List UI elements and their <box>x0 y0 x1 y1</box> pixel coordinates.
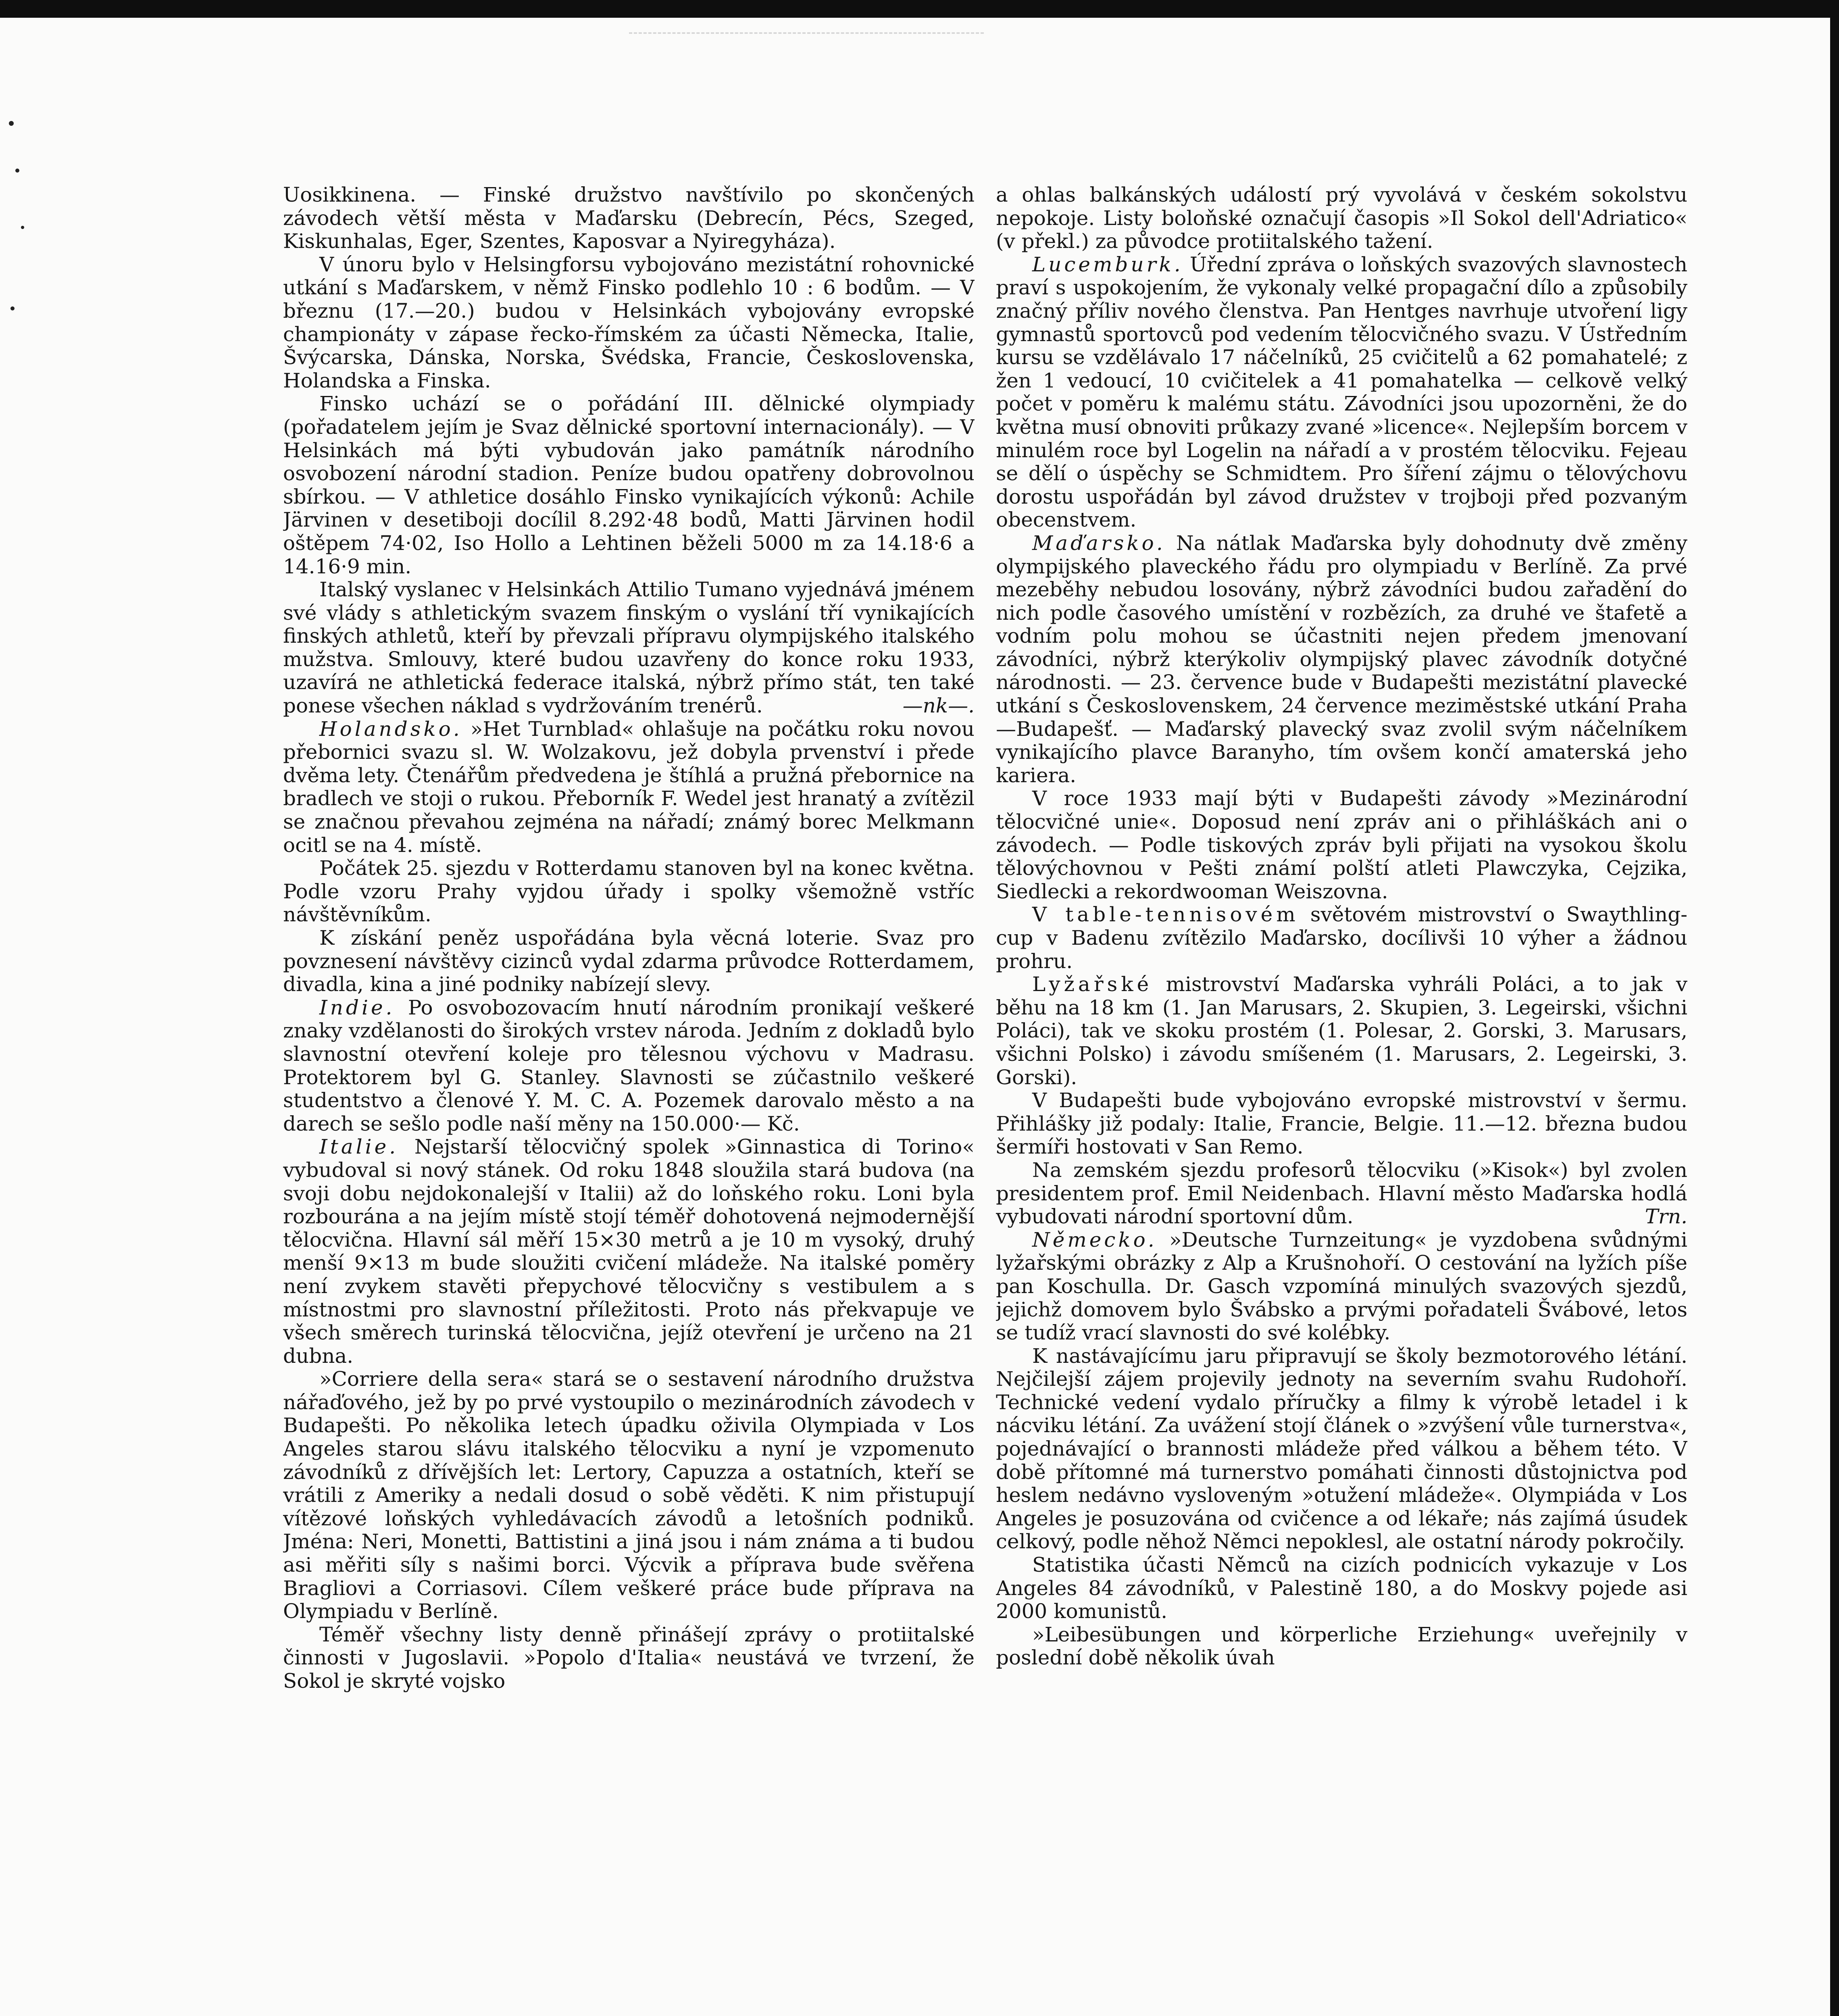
country-heading: Indie. <box>319 996 395 1019</box>
paragraph-text: a ohlas balkánských událostí prý vyvolává v českém sokolstvu nepokoje. Listy boloňské označují časopis »Il Sokol dell'Adriatico« (v překl.) za původce protiitalského tažení. <box>996 183 1687 253</box>
paragraph-text: Nejstarší tělocvičný spolek »Ginnastica di Torino« vybudoval si nový stánek. Od roku 1848 sloužila stará budova (na svoji dobu nejdokonalejší v Italii) až do loňského roku. Loni byla rozbourána a na jejím místě stojí téměř dohotovená nejmodernější tělocvična. Hlavní sál měří 15×30 metrů a je 10 m vysoký, druhý menší 9×13 m bude sloužiti cvičení mládeže. Na italské poměry není zvykem stavěti přepychové tělocvičny s vestibulem a s místnostmi pro slavnostní příležitosti. Proto nás překvapuje ve všech směrech turinská tělocvična, jejíž otevření je určeno na 21 dubna. <box>283 1135 975 1368</box>
emphasized-term: V table-tennisovém <box>1032 903 1299 927</box>
country-heading: Italie. <box>319 1135 399 1159</box>
paragraph-text: »Corriere della sera« stará se o sestavení národního družstva nářaďového, jež by po prvé vystoupilo o mezinárodních závodech v Budapešti. Po několika letech úpadku oživila Olympiada v Los Angeles starou slávu italského tělocviku a nyní je vzpomenuto závodníků z dřívějších let: Lertory, Capuzza a ostatních, kteří se vrátili z Ameriky a nedali dosud o sobě věděti. K nim přistupují vítězové loňských vyhledávacích závodů a letošních podniků. Jména: Neri, Monetti, Battistini a jiná jsou i nám známa a ti budou asi měřiti síly s našimi borci. Výcvik a příprava bude svěřena Bragliovi a Corriasovi. Cílem veškeré práce bude příprava na Olympiadu v Berlíně. <box>283 1367 975 1623</box>
article-paragraph <box>996 1229 1687 1345</box>
article-paragraph <box>996 183 1687 253</box>
article-paragraph <box>996 253 1687 532</box>
article-paragraph <box>996 973 1687 1089</box>
country-heading: Maďarsko. <box>1032 531 1166 555</box>
country-heading: Lucemburk. <box>1032 252 1183 276</box>
paragraph-text: »Leibesübungen und körperliche Erziehung« uveřejnily v poslední době několik úvah <box>996 1622 1687 1670</box>
article-paragraph <box>283 718 975 857</box>
article-paragraph <box>283 578 975 718</box>
paragraph-text: mistrovství Maďarska vyhráli Poláci, a to jak v běhu na 18 km (1. Jan Marusars, 2. Skupien, 3. Legeirski, všichni Poláci), tak ve skoku prostém (1. Polesar, 2. Gorski, 3. Marusars, všichni Polsko) i závodu smíšeném (1. Marusars, 2. Legeirski, 3. Gorski). <box>996 973 1687 1089</box>
article-paragraph <box>996 1089 1687 1159</box>
paragraph-text: Po osvobozovacím hnutí národním pronikají veškeré znaky vzdělanosti do širokých vrstev národa. Jedním z dokladů bylo slavnostní otevření koleje pro tělesnou výchovu v Madrasu. Protektorem byl G. Stanley. Slavnosti se zúčastnilo veškeré studentstvo a členové Y. M. C. A. Pozemek darovalo město a na darech se sešlo podle naší měny na 150.000·— Kč. <box>283 996 975 1135</box>
paragraph-text: Uosikkinena. — Finské družstvo navštívilo po skončených závodech větší města v Maďarsku (Debrecín, Pécs, Szeged, Kiskunhalas, Eger, Szentes, Kaposvar a Nyiregyháza). <box>283 183 975 253</box>
paragraph-text: »Het Turnblad« ohlašuje na počátku roku novou přebornici svazu sl. W. Wolzakovu, jež dobyla prvenství i přede dvěma lety. Čtenářům předvedena je štíhlá a pružná přebornice na bradlech ve stoji o rukou. Přeborník F. Wedel jest hranatý a zvítězil se značnou převahou zejména na nářadí; známý borec Melkmann ocitl se na 4. místě. <box>283 717 975 857</box>
scan-edge-marks <box>629 20 984 34</box>
paragraph-text: světovém mistrovství o Swaythling-cup v Badenu zvítězilo Maďarsko, docílivši 10 výher a žádnou prohru. <box>996 903 1687 973</box>
emphasized-term: Lyžařské <box>1032 973 1153 996</box>
article-paragraph <box>283 1135 975 1368</box>
paragraph-text: Téměř všechny listy denně přinášejí zprávy o protiitalské činnosti v Jugoslavii. »Popolo d'Italia« neustává ve tvrzení, že Sokol je skryté vojsko <box>283 1622 975 1693</box>
article-paragraph <box>283 392 975 578</box>
author-signature: Trn. <box>1645 1205 1687 1229</box>
article-paragraph <box>996 1159 1687 1229</box>
paragraph-text: K získání peněz uspořádána byla věcná loterie. Svaz pro povznesení návštěvy cizinců vydal zdarma průvodce Rotterdamem, divadla, kina a jiné podniky nabízejí slevy. <box>283 926 975 996</box>
left-text-column <box>283 183 975 2016</box>
paragraph-text: V roce 1933 mají býti v Budapešti závody »Mezinárodní tělocvičné unie«. Doposud není zpráv ani o přihláškách ani o závodech. — Podle tiskových zpráv byli přijati na vysokou školu tělovýchovnou v Pešti známí polští atleti Plawczyka, Cejzika, Siedlecki a rekordwooman Weiszovna. <box>996 787 1687 903</box>
article-paragraph <box>996 532 1687 787</box>
paragraph-text: Na zemském sjezdu profesorů tělocviku (»Kisok«) byl zvolen presidentem prof. Emil Neidenbach. Hlavní město Maďarska hodlá vybudovati národní sportovní dům. <box>996 1158 1687 1229</box>
article-paragraph <box>283 927 975 996</box>
paragraph-text: V únoru bylo v Helsingforsu vybojováno mezistátní rohovnické utkání s Maďarskem, v němž Finsko podlehlo 10 : 6 bodům. — V březnu (17.—20.) budou v Helsinkách vybojovány evropské championáty v zápase řecko-římském za účasti Německa, Italie, Švýcarska, Dánska, Norska, Švédska, Francie, Československa, Holandska a Finska. <box>283 252 975 392</box>
article-paragraph <box>996 903 1687 973</box>
right-text-column <box>996 183 1687 2016</box>
author-signature: —nk—. <box>902 694 975 718</box>
paragraph-text: Úřední zpráva o loňských svazových slavnostech praví s uspokojením, že vykonaly velké propagační dílo a způsobily značný příliv nového členstva. Pan Hentges navrhuje utvoření ligy gymnastů sportovců pod vedením tělocvičného svazu. V Ústředním kursu se vzdělávalo 17 náčelníků, 25 cvičitelů a 62 pomahatelé; z žen 1 vedoucí, 10 cvičitelek a 41 pomahatelka — celkově velký počet v poměru k malému státu. Závodníci jsou upozorněni, že do května musí obnoviti průkazy zvané »licence«. Nejlepším borcem v minulém roce byl Logelin na nářadí a v prostém tělocviku. Fejeau se dělí o úspěchy se Schmidtem. Pro šíření zájmu o tělovýchovu dorostu uspořádán byl závod družstev v trojboji před pozvaným obecenstvem. <box>996 252 1687 532</box>
paragraph-text: Italský vyslanec v Helsinkách Attilio Tumano vyjednává jménem své vlády s athletickým svazem finským o vyslání tří vynikajících finských athletů, kteří by převzali přípravu olympijského italského mužstva. Smlouvy, které budou uzavřeny do konce roku 1933, uzavírá ne athletická federace italská, nýbrž přímo stát, ten také ponese všechen náklad s vydržováním trenérů. <box>283 578 975 718</box>
article-paragraph <box>996 1345 1687 1554</box>
country-heading: Německo. <box>1032 1228 1157 1252</box>
article-paragraph <box>996 1623 1687 1670</box>
paragraph-text: »Deutsche Turnzeitung« je vyzdobena svůdnými lyžařskými obrázky z Alp a Krušnohoří. O cestování na lyžích píše pan Koschulla. Dr. Gasch vzpomíná minulých svazových sjezdů, jejichž domovem bylo Švábsko a prvými pořadateli Švábové, letos se tudíž vrací slavnosti do své kolébky. <box>996 1228 1687 1345</box>
paragraph-text: Statistika účasti Němců na cizích podnicích vykazuje v Los Angeles 84 závodníků, v Palestině 180, a do Moskvy pojede asi 2000 komunistů. <box>996 1553 1687 1623</box>
article-paragraph <box>283 1368 975 1623</box>
paragraph-text: V Budapešti bude vybojováno evropské mistrovství v šermu. Přihlášky již podaly: Italie, Francie, Belgie. 11.—12. března budou šermíři hostovati v San Remo. <box>996 1089 1687 1159</box>
paragraph-text: Finsko uchází se o pořádání III. dělnické olympiady (pořadatelem jejím je Svaz dělnické sportovní internacionály). — V Helsinkách má býti vybudován jako památník národního osvobození národní stadion. Peníze budou opatřeny dobrovolnou sbírkou. — V athletice dosáhlo Finsko vynikajících výkonů: Achile Järvinen v desetiboji docílil 8.292·48 bodů, Matti Järvinen hodil oštěpem 74·02, Iso Hollo a Lehtinen běželi 5000 m za 14.18·6 a 14.16·9 min. <box>283 392 975 578</box>
binding-marks <box>0 0 48 363</box>
article-paragraph <box>283 857 975 927</box>
article-paragraph <box>283 183 975 253</box>
country-heading: Holandsko. <box>319 717 462 741</box>
article-paragraph <box>283 253 975 393</box>
article-paragraph <box>283 1623 975 1693</box>
article-paragraph <box>996 787 1687 903</box>
paragraph-text: Na nátlak Maďarska byly dohodnuty dvě změny olympijského plaveckého řádu pro olympiadu v Berlíně. Za prvé mezeběhy nebudou losovány, nýbrž závodníci budou zařadění do nich podle časového umístění v rozbězích, za druhé ve štafetě a vodním polu mohou se účastniti nejen předem jmenovaní závodníci, nýbrž kterýkoliv olympijský plavec závodník dotyčné národnosti. — 23. července bude v Budapešti mezistátní plavecké utkání s Československem, 24 července meziměstské utkání Praha—Budapešť. — Maďarský plavecký svaz zvolil svým náčelníkem vynikajícího plavce Baranyho, tím ovšem končí amaterská jeho kariera. <box>996 531 1687 787</box>
paragraph-text: Počátek 25. sjezdu v Rotterdamu stanoven byl na konec května. Podle vzoru Prahy vyjdou úřady i spolky všemožně vstříc návštěvníkům. <box>283 856 975 927</box>
article-paragraph <box>996 1554 1687 1623</box>
paragraph-text: K nastávajícímu jaru připravují se školy bezmotorového létání. Nejčilejší zájem projevily jednoty na severním svahu Rudohoří. Technické vedení vydalo příručky a filmy k výrobě letadel i k nácviku létání. Za uvážení stojí článek o »zvýšení vůle turnerstva«, pojednávající o brannosti mládeže před válkou a během této. V době přítomné má turnerstvo pomáhati činnosti důstojnictva pod heslem nedávno vysloveným »otužení mládeže«. Olympiáda v Los Angeles je posuzována od cvičence a od lékaře; nás zajímá úsudek celkový, podle něhož Němci nepoklesl, ale ostatní národy pokročily. <box>996 1344 1687 1554</box>
article-paragraph <box>283 996 975 1136</box>
